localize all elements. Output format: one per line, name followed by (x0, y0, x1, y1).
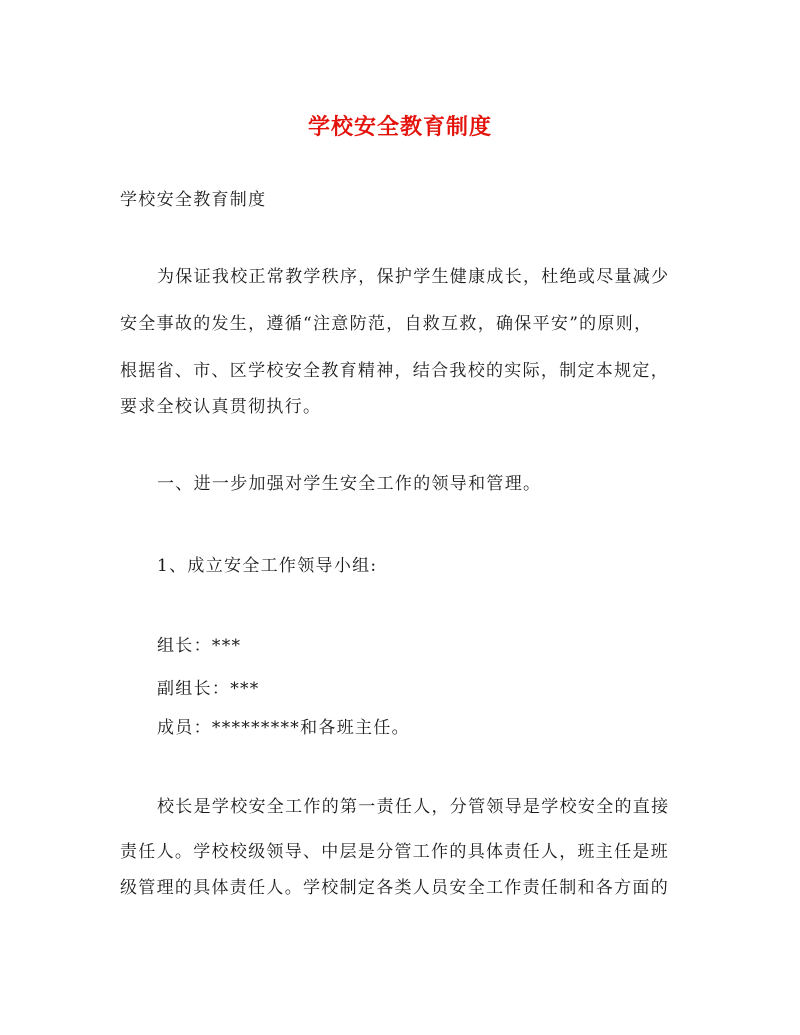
member-members: 成员：*********和各班主任。 (157, 718, 410, 738)
member-leader: 组长：*** (157, 636, 242, 656)
section-heading: 一、进一步加强对学生安全工作的领导和管理。 (157, 474, 542, 494)
document-title: 学校安全教育制度 (307, 114, 492, 140)
document-subtitle: 学校安全教育制度 (120, 190, 267, 210)
paragraph-line: 校长是学校安全工作的第一责任人，分管领导是学校安全的直接 (157, 797, 670, 817)
paragraph-line: 责任人。学校校级领导、中层是分管工作的具体责任人，班主任是班 (120, 842, 669, 862)
member-deputy-leader: 副组长：*** (157, 679, 260, 699)
paragraph-line: 级管理的具体责任人。学校制定各类人员安全工作责任制和各方面的 (120, 878, 669, 898)
paragraph-line: 要求全校认真贯彻执行。 (120, 397, 322, 417)
paragraph-line: 安全事故的发生，遵循“注意防范，自救互救，确保平安”的原则， (120, 314, 653, 334)
paragraph-line: 为保证我校正常教学秩序，保护学生健康成长，杜绝或尽量减少 (157, 267, 670, 287)
list-item-heading: 1、成立安全工作领导小组: (157, 556, 378, 576)
paragraph-line: 根据省、市、区学校安全教育精神，结合我校的实际，制定本规定， (120, 361, 669, 381)
